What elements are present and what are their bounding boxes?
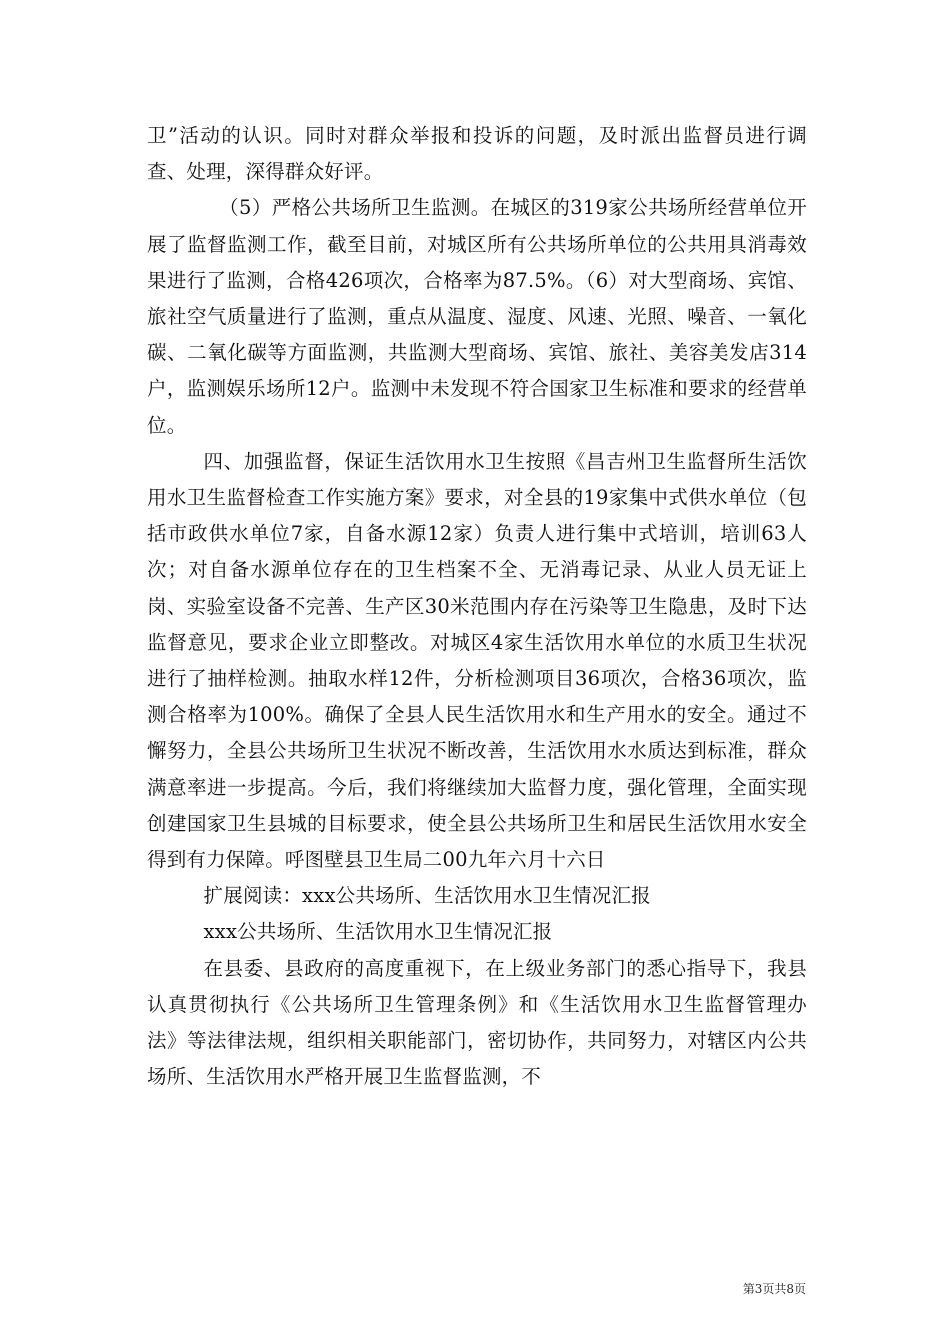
- paragraph-report-title: xxx公共场所、生活饮用水卫生情况汇报: [203, 920, 553, 944]
- paragraph-report-intro: 在县委、县政府的高度重视下，在上级业务部门的悉心指导下，我县认真贯彻执行《公共场所卫生管理条例》和《生活饮用水卫生监督管理办法》等法律法规，组织相关职能部门，密切协作，共同努力，对辖区内公共场所、生活饮用水严格开展卫生监督监测，不: [147, 956, 807, 1089]
- paragraph-extended-reading: 扩展阅读：xxx公共场所、生活饮用水卫生情况汇报: [203, 884, 651, 908]
- paragraph-public-places-monitoring: （5）严格公共场所卫生监测。在城区的319家公共场所经营单位开展了监督监测工作，截至目前，对城区所有公共场所单位的公共用具消毒效果进行了监测，合格426项次，合格率为87.5%。（6）对大型商场、宾馆、旅社空气质量进行了监测，重点从温度、湿度、风速、光照、噪音、一氧化碳、二氧化碳等方面监测，共监测大型商场、宾馆、旅社、美容美发店314户，监测娱乐场所12户。监测中未发现不符合国家卫生标准和要求的经营单位。: [147, 196, 807, 437]
- paragraph-continuation: 卫”活动的认识。同时对群众举报和投诉的问题，及时派出监督员进行调查、处理，深得群众好评。: [147, 124, 807, 184]
- document-body: [147, 118, 807, 1095]
- page-footer: 第3页共8页: [742, 1282, 806, 1296]
- paragraph-drinking-water-supervision: 四、加强监督，保证生活饮用水卫生按照《昌吉州卫生监督所生活饮用水卫生监督检查工作实施方案》要求，对全县的19家集中式供水单位（包括市政供水单位7家，自备水源12家）负责人进行集中式培训，培训63人次；对自备水源单位存在的卫生档案不全、无消毒记录、从业人员无证上岗、实验室设备不完善、生产区30米范围内存在污染等卫生隐患，及时下达监督意见，要求企业立即整改。对城区4家生活饮用水单位的水质卫生状况进行了抽样检测。抽取水样12件，分析检测项目36项次，合格36项次，监测合格率为100%。确保了全县人民生活饮用水和生产用水的安全。通过不懈努力，全县公共场所卫生状况不断改善，生活饮用水水质达到标准，群众满意率进一步提高。今后，我们将继续加大监督力度，强化管理，全面实现创建国家卫生县城的目标要求，使全县公共场所卫生和居民生活饮用水安全得到有力保障。呼图壁县卫生局二00九年六月十六日: [147, 449, 807, 872]
